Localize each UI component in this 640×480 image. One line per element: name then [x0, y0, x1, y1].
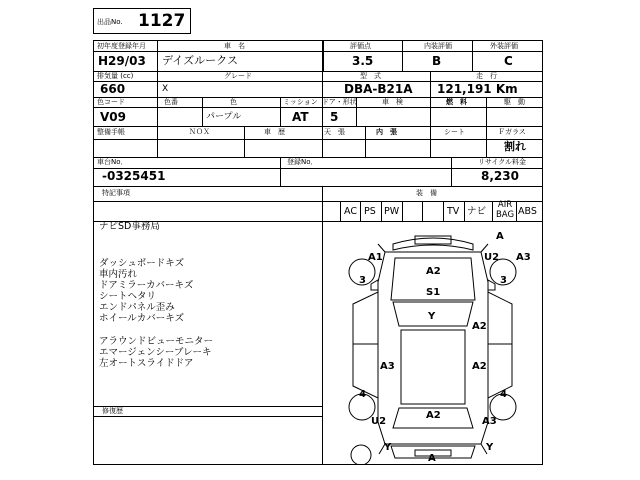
notes-title: 特記事項	[102, 189, 130, 197]
equipment-airbag: AIR BAG	[495, 200, 515, 220]
note-line: ダッシュボードキズ	[99, 258, 185, 269]
seat-label: シート	[444, 128, 465, 136]
fglass-value: 割れ	[504, 140, 526, 153]
auction-sheet	[93, 40, 543, 465]
mark-u2-top: U2	[484, 252, 500, 263]
mark-a3-bottom: A3	[482, 416, 497, 427]
equipment-tv: TV	[447, 206, 460, 217]
mark-left-a3: A3	[380, 361, 395, 372]
exterior-grade-label: 外装評価	[490, 42, 518, 50]
mark-wheel-fl: 3	[359, 275, 366, 286]
interior-grade-value: B	[432, 54, 442, 68]
color-number-label: 色番	[164, 98, 178, 106]
spare-wheel	[351, 445, 371, 465]
transmission-value: AT	[292, 110, 309, 124]
equipment-pw: PW	[384, 206, 400, 217]
mark-rear-y-right: Y	[486, 442, 494, 453]
note-line: ナビSD事務局	[99, 221, 160, 232]
mark-a1: A1	[368, 252, 383, 263]
left-side	[353, 292, 378, 398]
note-line: 車内汚れ	[99, 269, 138, 280]
note-line: シートヘタリ	[99, 291, 157, 302]
color-value: パープル	[206, 112, 242, 122]
roof-label: 天 張	[324, 128, 345, 136]
note-line: エマージェンシーブレーキ	[99, 347, 212, 358]
grade-value: X	[162, 84, 169, 94]
reg-no-label: 登録No．	[287, 158, 318, 166]
equipment-title: 装 備	[416, 189, 437, 197]
mark-a3-top: A3	[516, 252, 531, 263]
grade-label: グレード	[224, 72, 252, 80]
fglass-label: Ｆガラス	[498, 128, 526, 136]
right-side	[488, 292, 512, 398]
recycle-value: 8,230	[481, 169, 519, 183]
mark-right-a2-lower: A2	[472, 361, 487, 372]
color-code-label: 色コード	[97, 98, 125, 106]
exterior-grade-value: C	[504, 54, 513, 68]
note-line: ホイールカバーキズ	[99, 313, 185, 324]
mileage-label: 走 行	[476, 72, 497, 80]
mark-wheel-rl: 4	[359, 389, 366, 400]
drive-label: 駆 動	[504, 98, 525, 106]
note-line: 左オートスライドドア	[99, 358, 194, 369]
chassis-label: 車台No．	[97, 158, 128, 166]
repair-title: 修復歴	[102, 407, 123, 415]
mark-hood-a2: A2	[426, 266, 441, 277]
mileage-value: 121,191 Km	[437, 82, 518, 96]
displacement-label: 排気量 (cc)	[97, 72, 134, 80]
mark-u2-bottom: U2	[371, 416, 387, 427]
recycle-label: リサイクル料金	[478, 158, 527, 166]
mark-rear: A	[428, 453, 436, 464]
doors-value: 5	[330, 110, 339, 124]
mark-hood-s1: S1	[426, 287, 441, 298]
mark-rear-a2: A2	[426, 410, 441, 421]
roof	[401, 330, 465, 404]
equipment-abs: ABS	[518, 206, 537, 217]
mark-wheel-fr: 3	[500, 275, 507, 286]
model-label: 型 式	[360, 72, 381, 80]
score-value: 3.5	[352, 54, 374, 68]
car-name-value: デイズルークス	[162, 54, 239, 67]
mark-right-a2-upper: A2	[472, 321, 487, 332]
mark-roof-y: Y	[428, 311, 436, 322]
equipment-ps: PS	[364, 206, 376, 217]
color-label: 色	[230, 98, 237, 106]
inspection-label: 車 検	[382, 98, 403, 106]
model-value: DBA-B21A	[344, 82, 413, 96]
doors-label: ドア・形状	[322, 98, 357, 106]
fuel-label: 燃 料	[446, 98, 467, 106]
note-line: ドアミラーカバーキズ	[99, 280, 194, 291]
vehicle-damage-diagram	[323, 222, 542, 465]
mark-rear-y-left: Y	[384, 442, 392, 453]
reg-year-value: H29/03	[98, 54, 146, 68]
note-line: エンドパネル歪み	[99, 302, 175, 313]
score-label: 評価点	[350, 42, 371, 50]
note-line: アラウンドビューモニター	[99, 336, 214, 347]
history-label: 車 歴	[264, 128, 285, 136]
color-code-value: V09	[100, 110, 126, 124]
equipment-navi: ナビ	[467, 206, 487, 217]
nox-label: ＮＯＸ	[189, 128, 210, 136]
interior-lining-label: 内 張	[376, 128, 397, 136]
interior-grade-label: 内装評価	[424, 42, 452, 50]
mark-wheel-rr: 4	[500, 389, 507, 400]
mark-front: A	[496, 231, 504, 242]
displacement-value: 660	[100, 82, 126, 96]
lot-number-box	[93, 8, 191, 34]
lot-number-label: 出品No.	[97, 18, 123, 26]
car-name-label: 車 名	[224, 42, 245, 50]
lot-number: 1127	[138, 11, 186, 31]
transmission-label: ミッション	[283, 98, 318, 106]
equipment-ac: AC	[344, 206, 357, 217]
manual-label: 整備手帳	[97, 128, 125, 136]
reg-year-label: 初年度登録年月	[97, 42, 146, 50]
chassis-value: -0325451	[102, 169, 166, 183]
